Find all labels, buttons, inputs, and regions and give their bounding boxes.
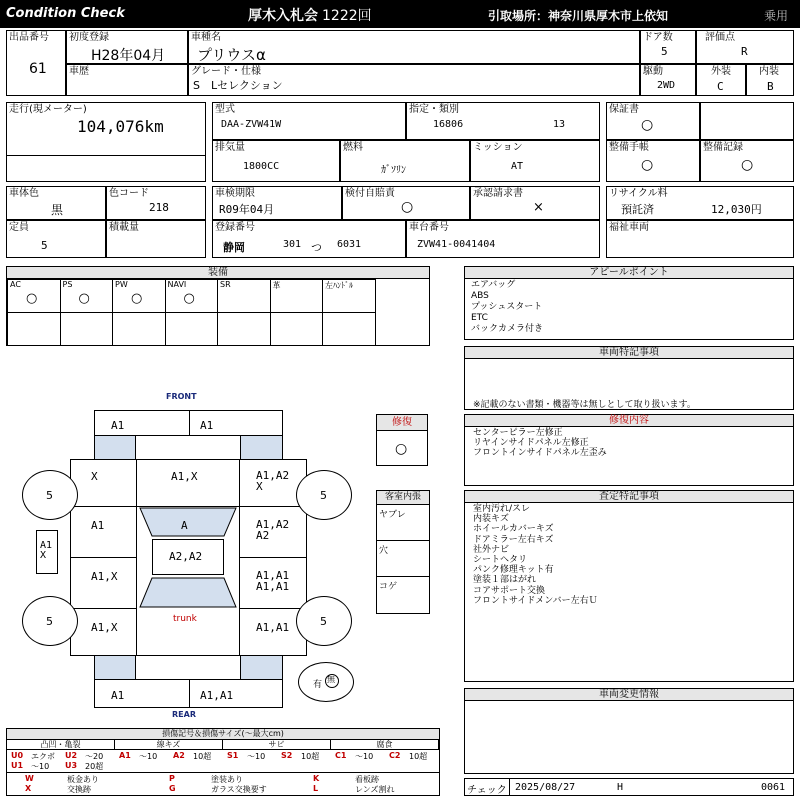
spare-label: 有 (313, 680, 323, 690)
interior-item: 穴 (379, 546, 389, 556)
drive-label: 駆動 (643, 66, 663, 77)
legend-desc: 10超 (301, 752, 320, 761)
approval-mark: × (533, 200, 544, 215)
classification-value: 13 (553, 119, 566, 130)
equipment-cell-blank (112, 312, 166, 346)
mileage-box (6, 102, 206, 182)
equipment-cell-blank (165, 312, 219, 346)
chassis-label: 車台番号 (409, 222, 449, 233)
exterior-label: 外装 (711, 66, 731, 77)
legend-desc: 10超 (193, 752, 212, 761)
legend-desc: 〜10 (31, 762, 50, 771)
equipment-cell (165, 279, 219, 313)
welfare-box (606, 220, 794, 258)
legend-desc: 20超 (85, 762, 104, 771)
legend-code: U2 (65, 751, 78, 760)
mileage-value: 104,076km (77, 117, 164, 136)
brand-title: Condition Check (6, 6, 125, 21)
recycle-label: リサイクル料 (609, 188, 668, 199)
equipment-label: 左ﾊﾝﾄﾞﾙ (325, 281, 353, 290)
load-box (106, 220, 206, 258)
legend-desc: 板金あり (67, 775, 99, 784)
hood: A1,X (136, 459, 240, 507)
legend-code: S2 (281, 751, 293, 760)
chassis-box (406, 220, 600, 258)
equipment-cell-blank (270, 312, 324, 346)
legend-section (6, 728, 440, 796)
assessment-item: 塗装１部はがれ (473, 575, 537, 586)
legend-desc: 〜10 (247, 752, 266, 761)
equipment-mark: ○ (26, 291, 38, 306)
equipment-mark: ○ (78, 291, 90, 306)
reg-number: 6031 (337, 239, 362, 250)
fuel-box (340, 140, 470, 182)
legend-group: 線キズ (115, 740, 223, 750)
equipment-label: 革 (272, 281, 281, 290)
assessment-section (464, 490, 794, 682)
exterior-value: C (717, 80, 724, 93)
doors-label: ドア数 (643, 32, 673, 43)
first-reg-label: 初度登録 (69, 32, 109, 43)
warranty-label: 保証書 (609, 104, 639, 115)
rear-bumper-left: A1 (94, 679, 190, 708)
front-bumper-left: A1 (94, 410, 190, 436)
mission-value: AT (511, 161, 524, 172)
model-box (188, 30, 640, 64)
interior-item: ヤブレ (379, 510, 406, 520)
model-label: 車種名 (191, 32, 221, 43)
quarter-right: A1,A1 (239, 608, 307, 656)
reg-no-label: 登録番号 (215, 222, 255, 233)
first-reg-box (66, 30, 188, 64)
assessment-item: シートヘタリ (473, 555, 528, 566)
equipment-cell (217, 279, 271, 313)
legend-desc: 〜10 (355, 752, 374, 761)
change-title: 車両変更情報 (465, 689, 793, 701)
equipment-cell (322, 279, 376, 313)
displacement-value: 1800CC (243, 161, 280, 172)
repair-item: フロントインサイドパネル左歪み (473, 448, 607, 458)
body-color-box (6, 186, 106, 220)
type-value: DAA-ZVW41W (221, 119, 282, 130)
auction-name: 厚木入札会 (248, 8, 318, 24)
equipment-label: SR (220, 280, 231, 289)
recycle-fee: 12,030円 (711, 203, 762, 216)
legend-code: U3 (65, 761, 78, 770)
doors-box (640, 30, 696, 64)
fender-right: A1,A2 X (239, 459, 307, 507)
legend-desc: ガラス交換要す (211, 785, 267, 794)
drive-box (640, 64, 696, 96)
designation-box (406, 102, 600, 140)
legend-title: 損傷記号＆損傷サイズ(〜最大cm) (7, 729, 439, 740)
assessment-list (473, 504, 598, 606)
legend-desc: レンズ割れ (355, 785, 395, 794)
maint-record-label: 整備記録 (703, 142, 743, 153)
equipment-mark: ○ (131, 291, 143, 306)
repair-mark-label: 修復 (377, 415, 427, 431)
repair-mark-box (376, 414, 428, 466)
legend-code: P (169, 774, 175, 783)
equipment-cell (60, 279, 114, 313)
front-label: FRONT (166, 392, 197, 401)
body-color-label: 車体色 (9, 188, 39, 199)
equipment-cell-blank (322, 312, 376, 346)
tire-rear-right: 5 (296, 596, 352, 646)
inspection-box (212, 186, 342, 220)
mileage-label: 走行(現メーター) (9, 104, 87, 115)
color-code-label: 色コード (109, 188, 149, 199)
repair-title: 修復内容 (465, 415, 793, 427)
approval-label: 承認請求書 (473, 188, 523, 199)
recycle-status: 預託済 (621, 203, 654, 216)
warranty-mark: ○ (641, 117, 654, 133)
inspection-label: 車検期限 (215, 188, 255, 199)
category-label: 乗用 (764, 9, 789, 23)
assessment-item: パンク修理キット有 (473, 565, 554, 576)
model-value: プリウスα (197, 46, 266, 64)
designation-label: 指定・類別 (409, 104, 459, 115)
body-color-value: 黒 (51, 203, 64, 217)
front-door-right: A1,A2 A2 (239, 506, 307, 558)
legend-code: C1 (335, 751, 347, 760)
warranty-box (606, 102, 700, 140)
legend-desc: 〜10 (139, 752, 158, 761)
windshield-value: A (181, 519, 188, 532)
legend-group: サビ (223, 740, 331, 750)
equipment-title: 装備 (7, 267, 429, 279)
check-code: H (617, 782, 624, 793)
equipment-cell (112, 279, 166, 313)
legend-code: S1 (227, 751, 239, 760)
special-note: ※記載のない書類・機器等は無しとして取り扱います。 (473, 400, 696, 410)
maint-record-box (700, 140, 794, 182)
equipment-cell (270, 279, 324, 313)
rear-bumper-right: A1,A1 (189, 679, 283, 708)
interior-title: 客室内張 (377, 491, 429, 505)
legend-code: C2 (389, 751, 401, 760)
mission-label: ミッション (473, 142, 523, 153)
appeal-item: エアバッグ (471, 280, 516, 290)
history-label: 車歴 (69, 66, 89, 77)
color-code-value: 218 (149, 201, 169, 214)
equipment-cell (7, 279, 61, 313)
taillight-right (240, 655, 283, 680)
fuel-label: 燃料 (343, 142, 363, 153)
check-label: チェック (467, 785, 507, 796)
repair-item: リヤインサイドパネル左修正 (473, 438, 589, 448)
assessment-item: フロントサイドメンバー左右Ｕ (473, 595, 598, 606)
appeal-section (464, 266, 794, 340)
displacement-box (212, 140, 340, 182)
reg-no-box (212, 220, 406, 258)
special-section (464, 346, 794, 410)
self-inspect-mark: ○ (401, 199, 414, 215)
exhibit-label: 出品番号 (9, 32, 49, 43)
interior-label: 内装 (759, 66, 779, 77)
reg-area: 静岡 (223, 241, 245, 254)
assessment-item: ホイールカバーキズ (473, 524, 554, 535)
interior-grade-box (746, 64, 794, 96)
front-door-left: A1 (70, 506, 137, 558)
taillight-left (94, 655, 136, 680)
self-inspect-label: 検付自賠責 (345, 188, 395, 199)
equipment-section (6, 266, 430, 346)
maint-book-label: 整備手帳 (609, 142, 649, 153)
recycle-box (606, 186, 794, 220)
check-number: 0061 (761, 782, 786, 793)
legend-group: 腐食 (331, 740, 439, 750)
maint-book-mark: ○ (641, 157, 654, 173)
legend-desc: 交換跡 (67, 785, 91, 794)
pickup-location: 引取場所：神奈川県厚木市上依知 (488, 9, 669, 23)
legend-code: X (25, 784, 32, 793)
appeal-item: ETC (471, 313, 488, 323)
appeal-title: アピールポイント (465, 267, 793, 279)
fender-left: X (70, 459, 137, 507)
legend-code: A2 (173, 751, 185, 760)
pillar-left: A1 X (36, 530, 58, 574)
doors-value: 5 (661, 45, 668, 58)
capacity-label: 定員 (9, 222, 29, 233)
legend-desc: 看板跡 (355, 775, 379, 784)
rear-door-right: A1,A1 A1,A1 (239, 557, 307, 609)
type-label: 型式 (215, 104, 235, 115)
mileage-divider (7, 155, 205, 156)
grade-label: グレード・仕様 (191, 66, 261, 77)
change-section (464, 688, 794, 774)
type-box (212, 102, 406, 140)
inspection-value: R09年04月 (219, 203, 275, 216)
appeal-item: プッシュスタート (471, 302, 543, 312)
equipment-label: PW (115, 280, 128, 289)
grade-box (188, 64, 640, 96)
displacement-label: 排気量 (215, 142, 245, 153)
equipment-cell-blank (7, 312, 61, 346)
assessment-item: 室内汚れ/スレ (473, 504, 531, 514)
repair-mark-value: ○ (395, 441, 408, 457)
assessment-item: ドアミラー左右キズ (473, 534, 554, 545)
legend-code: A1 (119, 751, 131, 760)
equipment-label: PS (62, 280, 73, 289)
trunk-label: trunk (173, 614, 197, 624)
tire-front-right: 5 (296, 470, 352, 520)
first-reg-value: H28年04月 (91, 48, 166, 64)
equipment-label: NAVI (167, 280, 187, 289)
repair-item: センターピラー左修正 (473, 428, 563, 438)
capacity-value: 5 (41, 239, 48, 252)
self-inspect-box (342, 186, 470, 220)
check-bar (464, 778, 794, 796)
headlight-left (94, 435, 136, 460)
legend-desc: 〜20 (85, 752, 104, 761)
interior-section (376, 490, 430, 614)
assessment-item: 内装キズ (473, 514, 509, 525)
front-bumper-right: A1 (189, 410, 283, 436)
reg-kana: つ (311, 241, 322, 254)
tire-rear-left: 5 (22, 596, 78, 646)
legend-code: L (313, 784, 319, 793)
chassis-value: ZVW41-0041404 (417, 239, 496, 250)
rear-label: REAR (172, 710, 196, 719)
legend-code: K (313, 774, 320, 783)
grade-value: S Lセレクション (193, 79, 283, 92)
designation-value: 16806 (433, 119, 464, 130)
repair-list (473, 428, 607, 458)
equipment-mark: ○ (183, 291, 195, 306)
color-code-box (106, 186, 206, 220)
fuel-value: ｶﾞｿﾘﾝ (381, 165, 406, 176)
legend-code: W (25, 774, 34, 783)
legend-desc: 10超 (409, 752, 428, 761)
legend-code: U1 (11, 761, 24, 770)
tire-front-left: 5 (22, 470, 78, 520)
reg-class: 301 (283, 239, 302, 250)
headlight-right (240, 435, 283, 460)
trunk-lid (136, 608, 240, 656)
assessment-item: 社外ナビ (473, 544, 510, 555)
appeal-list (471, 280, 543, 335)
welfare-label: 福祉車両 (609, 222, 649, 233)
rear-door-left: A1,X (70, 557, 137, 609)
check-divider (509, 779, 510, 795)
check-date: 2025/08/27 (515, 782, 576, 793)
auction-lot: 1222回 (322, 8, 372, 24)
maint-record-mark: ○ (741, 157, 754, 173)
exhibit-box (6, 30, 66, 96)
equipment-cell-blank (60, 312, 114, 346)
appeal-item: バックカメラ付き (471, 324, 544, 334)
score-box (696, 30, 794, 64)
legend-code: G (169, 784, 176, 793)
interior-item: コゲ (379, 582, 398, 592)
quarter-left: A1,X (70, 608, 137, 656)
appeal-item: ABS (471, 291, 489, 301)
header-bar (0, 0, 800, 28)
legend-desc: 塗装あり (211, 775, 243, 784)
spare-tire: 有 無 (298, 662, 354, 702)
approval-box (470, 186, 600, 220)
mission-box (470, 140, 600, 182)
legend-desc: エクボ (31, 752, 55, 761)
assessment-title: 査定特記事項 (465, 491, 793, 503)
repair-section (464, 414, 794, 486)
load-label: 積載量 (109, 222, 139, 233)
assessment-item: コアサポート交換 (473, 585, 546, 596)
special-title: 車両特記事項 (465, 347, 793, 359)
capacity-box (6, 220, 106, 258)
history-box (66, 64, 188, 96)
roof-panel: A2,A2 (152, 539, 224, 575)
exhibit-number: 61 (29, 61, 47, 77)
exterior-box (696, 64, 746, 96)
interior-value: B (767, 80, 774, 93)
equipment-label: AC (10, 280, 21, 289)
warranty-extra-box (700, 102, 794, 140)
maint-book-box (606, 140, 700, 182)
equipment-cell-blank (217, 312, 271, 346)
legend-group: 凸凹・亀裂 (7, 740, 115, 750)
drive-value: 2WD (657, 80, 676, 91)
legend-code: U0 (11, 751, 24, 760)
score-value: R (741, 45, 748, 58)
score-label: 評価点 (705, 32, 735, 43)
legend-divider (7, 772, 439, 773)
